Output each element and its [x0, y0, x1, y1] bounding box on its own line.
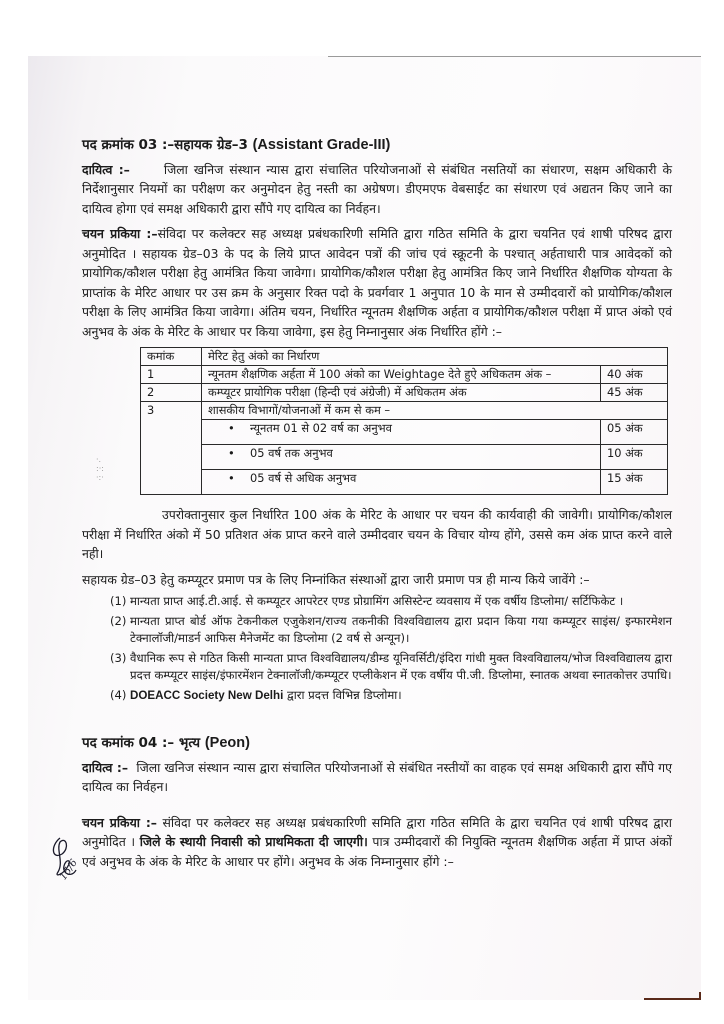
selection-text: संविदा पर कलेक्टर सह अध्यक्ष प्रबंधकारिणी समिति द्वारा गठित समिति के द्वारा चयनित एवं शाषी परिषद द्वारा अनुमोदित । सहायक ग्रेड–03 के पद के लिये प्राप्त आवेदन पत्रों की जांच एवं स्क्रूटनी के पश्चात् अर्हताधारी पात्र आवेदकों को प्रायोगिक/कौशल परीक्षा हेतु आमंत्रित किया जावेगा। प्रायोगिक/कौशल परीक्षा हेतु आमंत्रित किए जाने निर्धारित शैक्षणिक योग्यता के प्राप्तांक के मेरिट आधार पर उस क्रम के अनुसार रिक्त पदो के प्रवर्गवार 1 अनुपात 10 के मान से उम्मीदवारों को प्रायोगिक/कौशल परीक्षा के लिए आमंत्रित किया जावेगा। अंतिम चयन, निर्धारित न्यूनतम शैक्षणिक अर्हता व प्रायोगिक/कौशल परीक्षा में प्राप्त अंको एवं अनुभव के अंक के मेरिट के आधार पर किया जावेगा, इस हेतु निम्नानुसार अंक निर्धारित होंगे :– [82, 226, 672, 339]
table-subrow [141, 470, 668, 495]
row-marks: 40 अंक [601, 366, 668, 384]
post-03-heading-hindi: पद क्रमांक 03 :–सहायक ग्रेड–3 [82, 137, 248, 153]
subrow-criteria [202, 420, 601, 445]
post-04-selection [82, 813, 672, 872]
subrow-text: न्यूनतम 01 से 02 वर्ष का अनुभव [250, 421, 392, 435]
table-row [141, 402, 668, 420]
list-item [110, 613, 672, 647]
list-text-english: DOEACC Society New Delhi [130, 689, 284, 702]
subrow-marks: 10 अंक [601, 445, 668, 470]
post-04-heading [82, 734, 672, 754]
list-item [110, 687, 672, 704]
row-serial: 2 [141, 384, 202, 402]
row-serial: 1 [141, 366, 202, 384]
subrow-criteria [202, 445, 601, 470]
list-text: मान्यता प्राप्त आई.टी.आई. से कम्प्यूटर आपरेटर एण्ड प्रोग्रामिंग असिस्टेन्ट व्यवसाय में एक वर्षीय डिप्लोमा/ सर्टिफिकेट । [130, 594, 624, 608]
post-03-selection [82, 224, 672, 341]
selection-text-continued: पात्र उम्मीदवारों की नियुक्ति न्यूनतम शैक्षणिक अर्हता में प्राप्त अंकों एवं अनुभव के अंक के मेरिट के आधार पर होंगे। अनुभव के अंक निम्नानुसार होंगे :– [82, 834, 672, 869]
subrow-text: 05 वर्ष से अधिक अनुभव [250, 471, 357, 485]
table-row [141, 384, 668, 402]
signature-date-mark: 15/6 [58, 857, 80, 883]
list-text: मान्यता प्राप्त बोर्ड ऑफ टेकनीकल एजुकेशन/राज्य तकनीकी विश्वविद्यालय द्वारा प्रदान किया गया कम्प्यूटर साइंस/ इन्फारमेशन टेक्नालॉजी/माडर्न आफिस मैनेजमेंट का डिप्लोमा (2 वर्ष से अन्यून)। [130, 614, 672, 645]
table-row [141, 366, 668, 384]
subrow-text: 05 वर्ष तक अनुभव [250, 446, 333, 460]
selection-label: चयन प्रकिया :– [82, 814, 157, 830]
list-number: (4) [110, 688, 127, 702]
selection-label: चयन प्रकिया :– [82, 226, 158, 241]
post-04-heading-english: (Peon) [204, 735, 250, 751]
merit-table-header [141, 348, 668, 366]
certificate-list [110, 593, 672, 704]
document-content [82, 136, 672, 877]
row-criteria: शासकीय विभागों/योजनाओं में कम से कम – [202, 402, 668, 420]
duty-label: दायित्व :– [82, 161, 130, 177]
certificate-intro: सहायक ग्रेड–03 हेतु कम्प्यूटर प्रमाण पत्र के लिए निम्नांकित संस्थाओं द्वारा जारी प्रमाण पत्र ही मान्य किये जावेंगे :– [82, 571, 590, 587]
list-number: (2) [110, 614, 127, 628]
post-03-duty [82, 160, 672, 219]
duty-text: जिला खनिज संस्थान न्यास द्वारा संचालित परियोजनाओं से संबंधित नसतियों का संधारण, सक्षम अधिकारी के निर्देशानुसार नियमों का परीक्षण कर अनुमोदन हेतु नस्ती का अग्रेषण। डीएमएफ वेबसाईट का संधारण एवं अद्यतन किए जाने का दायित्व होगा एवं समक्ष अधिकारी द्वारा सौंपे गए दायित्व का निर्वहन। [82, 161, 672, 216]
subrow-marks: 15 अंक [601, 470, 668, 495]
header-serial: कमांक [141, 348, 202, 366]
list-item [110, 593, 672, 610]
selection-text: संविदा पर कलेक्टर सह अध्यक्ष प्रबंधकारिणी समिति द्वारा गठित समिति के द्वारा चयनित एवं शाषी परिषद द्वारा अनुमोदित । [82, 814, 672, 849]
list-number: (3) [110, 651, 127, 665]
selection-priority-text: जिले के स्थायी निवासी को प्राथमिकता दी जाएगी। [139, 834, 368, 849]
bullet-icon: • [228, 446, 235, 460]
row-criteria: कम्प्यूटर प्रायोगिक परीक्षा (हिन्दी एवं अंग्रेजी) में अधिकतम अंक [202, 384, 601, 402]
subrow-criteria [202, 470, 601, 495]
row-marks: 45 अंक [601, 384, 668, 402]
margin-ink-specks: ·. :·: ·:· [96, 455, 104, 482]
post-04-heading-hindi: पद कमांक 04 :– भृत्य [82, 735, 201, 751]
list-number: (1) [110, 594, 127, 608]
duty-text: जिला खनिज संस्थान न्यास द्वारा संचालित परियोजनाओं से संबंधित नस्तीयों का वाहक एवं समक्ष अधिकारी द्वारा सौंपे गए दायित्व का निर्वहन। [82, 759, 672, 794]
table-subrow [141, 445, 668, 470]
page-corner-mark [644, 992, 701, 1000]
merit-table [140, 347, 668, 495]
bullet-icon: • [228, 471, 235, 485]
post-03-section [82, 136, 672, 704]
post-03-after-table: उपरोक्तानुसार कुल निर्धारित 100 अंक के मेरिट के आधार पर चयन की कार्यवाही की जावेगी। प्रायोगिक/कौशल परीक्षा में निर्धारित अंको में 50 प्रतिशत अंक प्राप्त करने वाले उम्मीदवार चयन के विचार योग्य होंगे, उससे कम अंक प्राप्त करने वाले नही। [82, 507, 672, 561]
list-item [110, 650, 672, 684]
post-04-section [82, 734, 672, 871]
row-criteria: न्यूनतम शैक्षणिक अर्हता में 100 अंको का Weightage देते हुऐ अधिकतम अंक – [202, 366, 601, 384]
row-serial: 3 [141, 402, 202, 495]
subrow-marks: 05 अंक [601, 420, 668, 445]
bullet-icon: • [228, 421, 235, 435]
post-03-heading-english: (Assistant Grade-III) [252, 137, 391, 153]
page-edge-line [328, 56, 701, 57]
header-criteria: मेरिट हेतु अंको का निर्धारण [202, 348, 668, 366]
duty-label: दायित्व :– [82, 759, 129, 775]
post-04-duty [82, 758, 672, 797]
post-03-heading [82, 136, 672, 156]
table-subrow [141, 420, 668, 445]
list-text: वैधानिक रूप से गठित किसी मान्यता प्राप्त विश्वविद्यालय/डीम्ड यूनिवर्सिटी/इंदिरा गांधी मुक्त विश्वविद्यालय/भोज विश्वविद्यालय द्वारा प्रदत्त कम्प्यूटर साइंस/इंफारमेंशन टेक्नालॉजी/कम्प्यूटर एप्लीकेशन में एक वर्षीय पी.जी. डिप्लोमा, स्नातक अथवा स्नातकोत्तर उपाधि। [130, 651, 672, 682]
list-text: द्वारा प्रदत्त विभिन्न डिप्लोमा। [287, 688, 402, 702]
